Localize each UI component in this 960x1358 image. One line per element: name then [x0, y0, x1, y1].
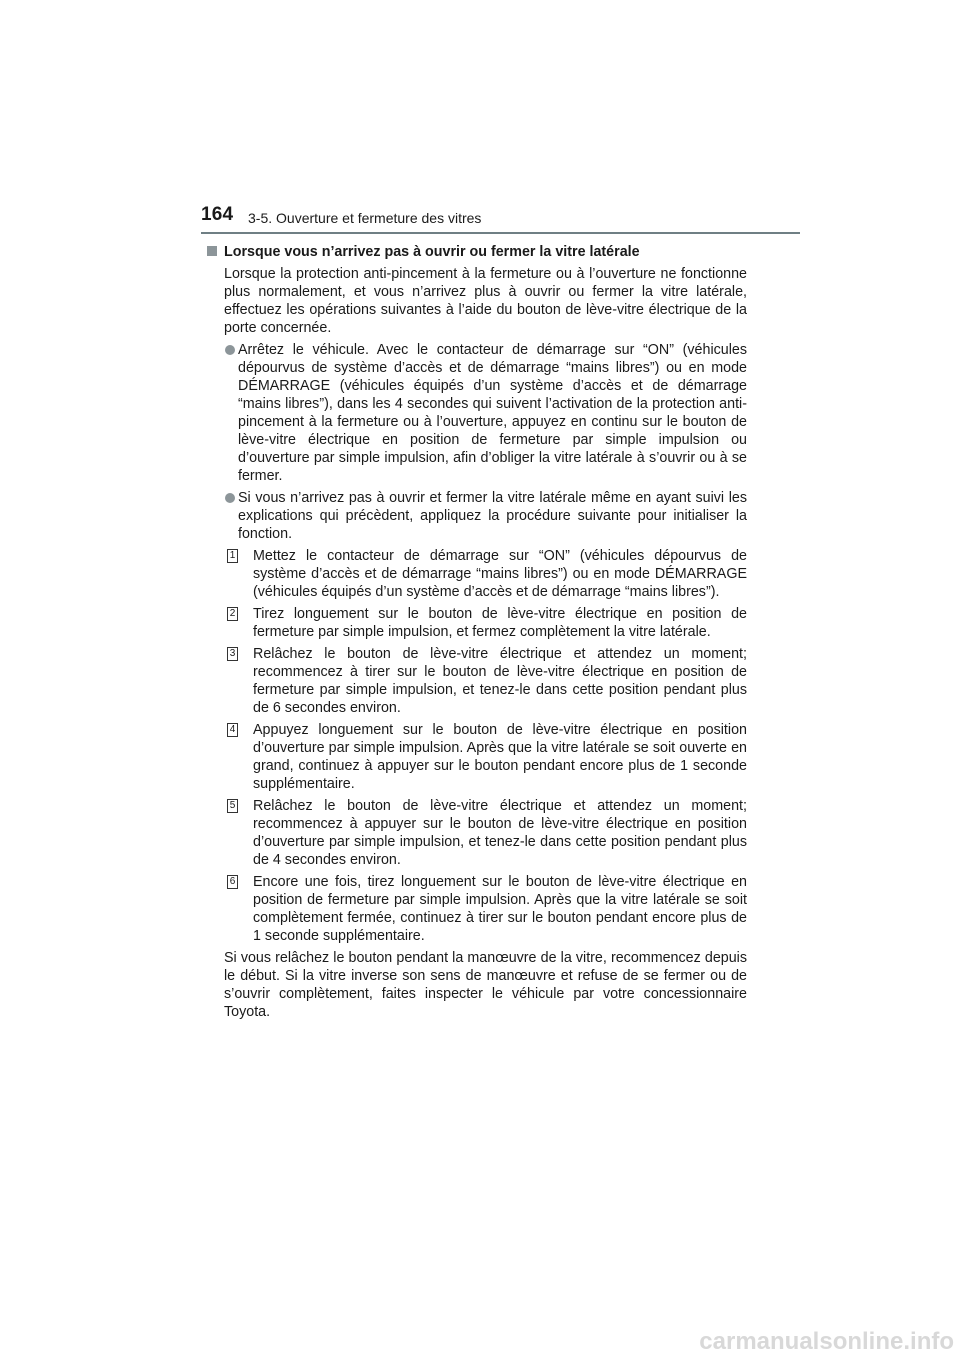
step-text: Encore une fois, tirez longuement sur le bouton de lève-vitre électrique en position de fermeture par simple impulsion. Après que la vitre latérale se soit complètement fermée, continuez à tirer sur le bouton pendant encore plus de 1 seconde supplémentaire. — [253, 874, 747, 944]
step-number-badge: 3 — [227, 647, 238, 661]
watermark: carmanualsonline.info — [699, 1328, 954, 1355]
step-item — [229, 873, 747, 945]
step-text: Appuyez longuement sur le bouton de lève-vitre électrique en position d’ouverture par simple impulsion. Après que la vitre latérale se soit ouverte en grand, continuez à appuyer sur le bouton pendant encore plus de 1 seconde supplémentaire. — [253, 722, 747, 792]
step-item — [229, 645, 747, 717]
step-item — [229, 605, 747, 641]
step-item — [229, 547, 747, 601]
closing-paragraph: Si vous relâchez le bouton pendant la manœuvre de la vitre, recommencez depuis le début. Si la vitre inverse son sens de manœuvre et refuse de se fermer ou de s’ouvrir complètement, faites inspecter le véhicule par votre concessionnaire Toyota. — [224, 950, 747, 1020]
step-text: Relâchez le bouton de lève-vitre électrique et attendez un moment; recommencez à appuyer sur le bouton de lève-vitre électrique en position d’ouverture par simple impulsion, et tenez-le dans cette position pendant plus de 4 secondes environ. — [253, 798, 747, 868]
round-bullet-icon — [225, 345, 235, 355]
section-heading-text: Lorsque vous n’arrivez pas à ouvrir ou fermer la vitre latérale — [224, 244, 640, 260]
step-number-badge: 5 — [227, 799, 238, 813]
step-item — [229, 721, 747, 793]
bullet-text: Arrêtez le véhicule. Avec le contacteur de démarrage sur “ON” (véhicules dépourvus de système d’accès et de démarrage “mains libres”) ou en mode DÉMARRAGE (véhicules équipés d’un système d’accès et de démarrage “mains libres”), dans les 4 secondes qui suivent l’activation de la protection anti-pincement à la fermeture ou à l’ouverture, appuyez en continu sur le bouton de lève-vitre électrique en position de fermeture par simple impulsion ou d’ouverture par simple impulsion, afin d’obliger la vitre latérale à s’ouvrir ou à se fermer. — [238, 342, 747, 484]
round-bullet-icon — [225, 493, 235, 503]
step-number-badge: 2 — [227, 607, 238, 621]
page-content — [207, 243, 747, 1021]
step-text: Tirez longuement sur le bouton de lève-vitre électrique en position de fermeture par simple impulsion, et fermez complètement la vitre latérale. — [253, 606, 747, 640]
page-number: 164 — [201, 204, 234, 225]
step-number-badge: 6 — [227, 875, 238, 889]
step-number-badge: 1 — [227, 549, 238, 563]
bullet-item — [224, 341, 747, 485]
intro-paragraph: Lorsque la protection anti-pincement à la fermeture ou à l’ouverture ne fonctionne plus normalement, et vous n’arrivez plus à ouvrir ou fermer la vitre latérale, effectuez les opérations suivantes à l’aide du bouton de lève-vitre électrique de la porte concernée. — [224, 266, 747, 336]
header-divider — [201, 232, 800, 234]
step-text: Mettez le contacteur de démarrage sur “ON” (véhicules dépourvus de système d’accès et de démarrage “mains libres”) ou en mode DÉMARRAGE (véhicules équipés d’un système d’accès et de démarrage “mains libres”). — [253, 548, 747, 600]
step-text: Relâchez le bouton de lève-vitre électrique et attendez un moment; recommencez à tirer sur le bouton de lève-vitre électrique en position de fermeture par simple impulsion, et tenez-le dans cette position pendant plus de 6 secondes environ. — [253, 646, 747, 716]
square-bullet-icon — [207, 246, 217, 256]
section-heading — [207, 243, 747, 261]
bullet-item — [224, 489, 747, 543]
section-title: 3-5. Ouverture et fermeture des vitres — [248, 210, 482, 226]
step-number-badge: 4 — [227, 723, 238, 737]
bullet-text: Si vous n’arrivez pas à ouvrir et fermer la vitre latérale même en ayant suivi les explications qui précèdent, appliquez la procédure suivante pour initialiser la fonction. — [238, 490, 747, 542]
step-item — [229, 797, 747, 869]
